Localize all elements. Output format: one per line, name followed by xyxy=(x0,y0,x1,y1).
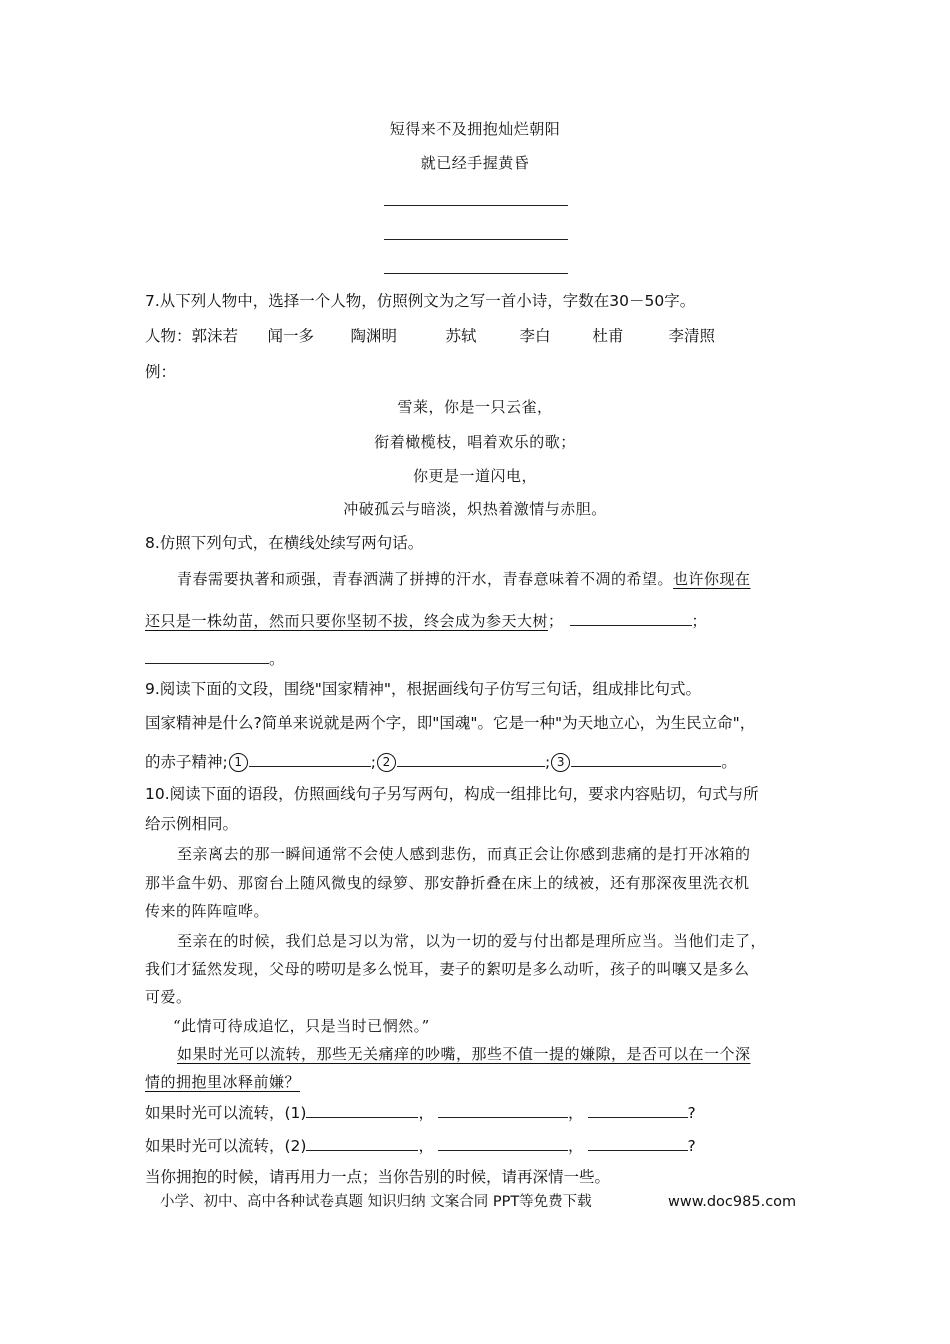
q10-para1-line3: 传来的阵阵喧哗。 xyxy=(145,902,270,920)
circled-number-3: 3 xyxy=(551,753,570,772)
question-7: 7.从下列人物中，选择一个人物，仿照例文为之写一首小诗，字数在30－50字。 xyxy=(145,292,696,310)
answer-blank-line[interactable] xyxy=(438,1133,568,1151)
people-label: 人物： xyxy=(145,327,192,345)
poem-line-1: 短得来不及拥抱灿烂朝阳 xyxy=(389,120,561,138)
answer-blank-line[interactable] xyxy=(588,1133,688,1151)
circled-number-2: 2 xyxy=(377,753,396,772)
answer-blank-line[interactable] xyxy=(397,749,545,767)
person-7: 李清照 xyxy=(668,327,716,345)
q10-para2-line3: 可爱。 xyxy=(145,988,192,1006)
footer-text: 小学、初中、高中各种试卷真题 知识归纳 文案合同 PPT等免费下载 xyxy=(160,1194,592,1210)
answer-blank-line[interactable] xyxy=(570,608,692,626)
people-list xyxy=(145,325,715,347)
question-8: 8.仿照下列句式，在横线处续写两句话。 xyxy=(145,534,424,552)
q10-para2-line2: 我们才猛然发现，父母的唠叨是多么悦耳，妻子的絮叨是多么动听，孩子的叫嚷又是多么 xyxy=(145,960,750,978)
person-5: 李白 xyxy=(519,327,551,345)
q10-fill-line-1: 如果时光可以流转，(1) ， ， ? xyxy=(145,1100,696,1124)
answer-blank-line[interactable] xyxy=(384,239,568,240)
example-line-1: 雪莱，你是一只云雀， xyxy=(397,398,553,416)
q10-para2-line1: 至亲在的时候，我们总是习以为常，以为一切的爱与付出都是理所应当。当他们走了， xyxy=(177,932,767,950)
person-3: 陶渊明 xyxy=(350,327,398,345)
question-10: 10.阅读下面的语段，仿照画线句子另写两句，构成一组排比句，要求内容贴切，句式与所 xyxy=(145,785,759,803)
q8-underlined-text: 还只是一株幼苗，然而只要你坚韧不拔，终会成为参天大树 xyxy=(145,612,549,630)
q10-quote: “此情可待成追忆，只是当时已惘然。” xyxy=(173,1017,430,1035)
answer-blank-line[interactable] xyxy=(384,205,568,206)
answer-blank-line[interactable] xyxy=(588,1100,688,1118)
example-label: 例： xyxy=(145,363,177,381)
answer-blank-line[interactable] xyxy=(438,1100,568,1118)
poem-line-2: 就已经手握黄昏 xyxy=(420,154,530,172)
q9-paragraph-line-2: 的赤子精神; 1 ; 2 ; 3 。 xyxy=(145,749,737,773)
q8-text: 青春需要执著和顽强，青春洒满了拼搏的汗水，青春意味着不凋的希望。 xyxy=(177,570,674,588)
answer-blank-line[interactable] xyxy=(145,646,269,664)
answer-blank-line[interactable] xyxy=(249,749,371,767)
q8-paragraph-line-2: 还只是一株幼苗，然而只要你坚韧不拔，终会成为参天大树； ； xyxy=(145,608,707,632)
footer-link[interactable]: www.doc985.com xyxy=(668,1194,797,1210)
q10-para1-line2: 那半盒牛奶、那窗台上随风微曳的绿箩、那安静折叠在床上的绒被，还有那深夜里洗衣机 xyxy=(145,874,750,892)
person-1: 郭沫若 xyxy=(191,327,239,345)
person-4: 苏轼 xyxy=(445,327,477,345)
q10-fill-line-2: 如果时光可以流转，(2) ， ， ? xyxy=(145,1133,696,1157)
answer-blank-line[interactable] xyxy=(306,1100,418,1118)
answer-blank-line[interactable] xyxy=(571,749,721,767)
person-2: 闻一多 xyxy=(267,327,315,345)
question-9: 9.阅读下面的文段，围绕"国家精神"，根据画线句子仿写三句话，组成排比句式。 xyxy=(145,680,702,698)
q10-underlined-line2: 情的拥抱里冰释前嫌？ xyxy=(145,1073,301,1091)
example-line-2: 衔着橄榄枝，唱着欢乐的歌； xyxy=(374,433,576,451)
q10-para1-line1: 至亲离去的那一瞬间通常不会使人感到悲伤，而真正会让你感到悲痛的是打开冰箱的 xyxy=(177,845,751,863)
circled-number-1: 1 xyxy=(229,753,248,772)
question-10-cont: 给示例相同。 xyxy=(145,815,239,833)
q9-paragraph-line-1: 国家精神是什么?简单来说就是两个字，即"国魂"。它是一种"为天地立心，为生民立命"， xyxy=(145,714,756,732)
answer-blank-line[interactable] xyxy=(306,1133,418,1151)
q10-underlined-line1: 如果时光可以流转，那些无关痛痒的吵嘴，那些不值一提的嫌隙，是否可以在一个深 xyxy=(177,1045,751,1063)
q8-underlined-text: 也许你现在 xyxy=(673,570,751,588)
person-6: 杜甫 xyxy=(592,327,624,345)
q8-paragraph-line-3: 。 xyxy=(145,646,285,670)
example-line-3: 你更是一道闪电， xyxy=(412,467,537,485)
q8-paragraph-line-1 xyxy=(177,568,751,590)
answer-blank-line[interactable] xyxy=(384,273,568,274)
q10-closing: 当你拥抱的时候，请再用力一点；当你告别的时候，请再深情一些。 xyxy=(145,1168,611,1186)
example-line-4: 冲破孤云与暗淡，炽热着激情与赤胆。 xyxy=(343,500,607,518)
